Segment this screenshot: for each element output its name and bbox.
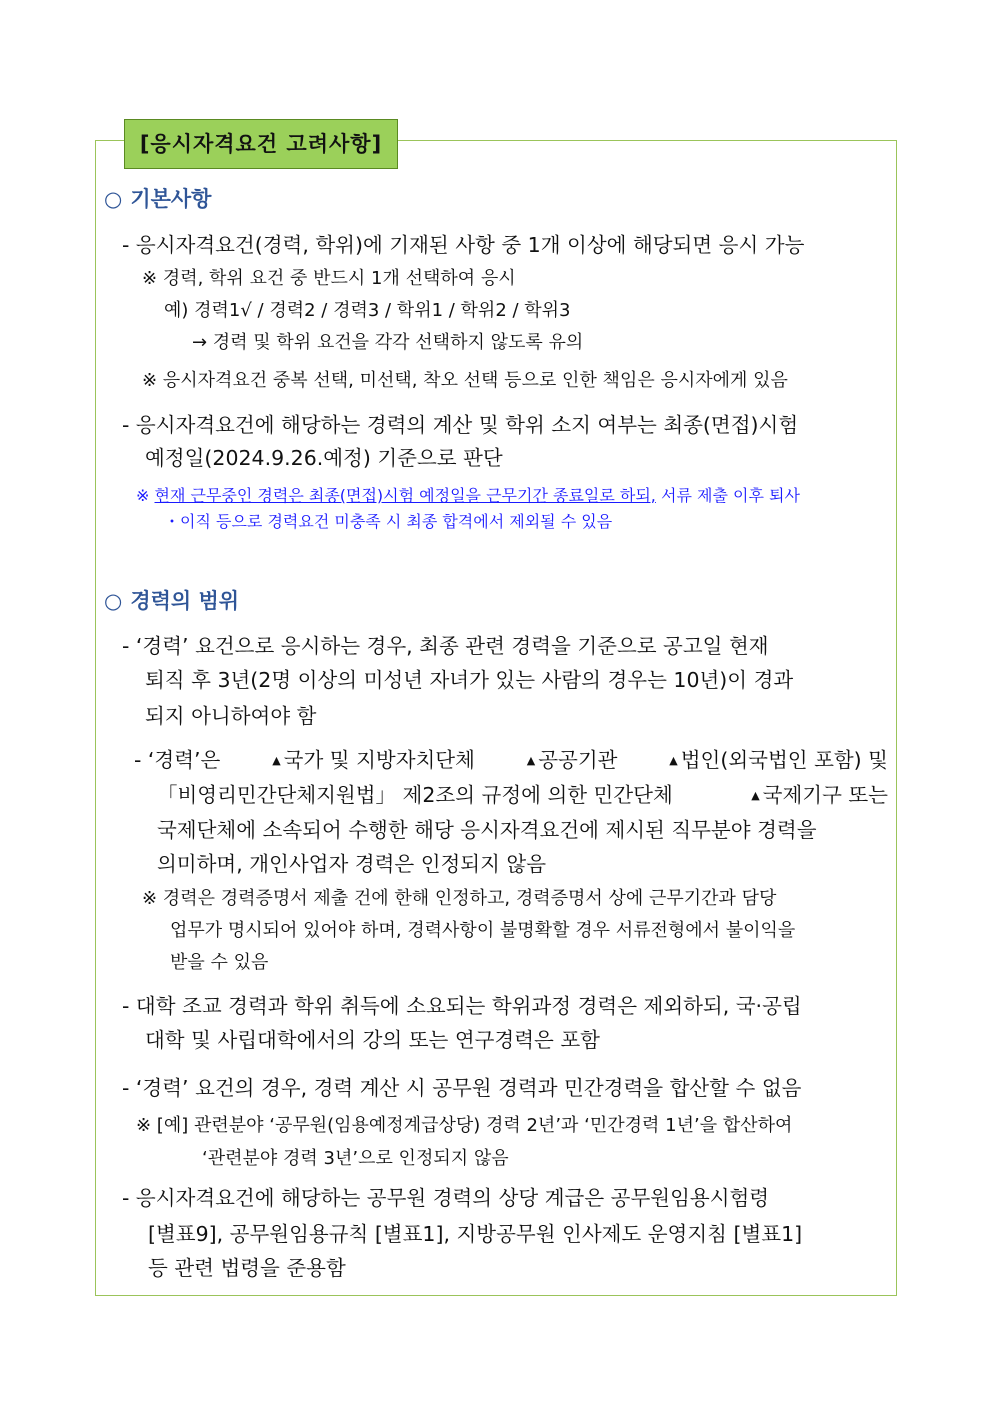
blue-note-line2: ・이직 등으로 경력요건 미충족 시 최종 합격에서 제외될 수 있음 [164, 512, 613, 531]
scope-p5-line2: [별표9], 공무원임용규칙 [별표1], 지방공무원 인사제도 운영지침 [별표1] [148, 1222, 803, 1246]
scope-p1-line3: 되지 아니하여야 함 [145, 704, 317, 728]
scope-p2-line3: 국제단체에 소속되어 수행한 해당 응시자격요건에 제시된 직무분야 경력을 [157, 818, 817, 842]
blue-note-line1: ※ 현재 근무중인 경력은 최종(면접)시험 예정일을 근무기간 종료일로 하되, 서류 제출 이후 퇴사 [136, 486, 800, 505]
scope-p2-line4: 의미하며, 개인사업자 경력은 인정되지 않음 [157, 852, 547, 876]
scope-p3-line1: - 대학 조교 경력과 학위 취득에 소요되는 학위과정 경력은 제외하되, 국·공립 [122, 994, 802, 1018]
triangle-icon: ▲ [751, 789, 760, 802]
basic-bullet-2-line1: - 응시자격요건에 해당하는 경력의 계산 및 학위 소지 여부는 최종(면접)시험 [122, 413, 799, 437]
scope-note-2-line1: ※ [예] 관련분야 ‘공무원(임용예정계급상당) 경력 2년’과 ‘민간경력 1년’을 합산하여 [136, 1115, 793, 1136]
scope-note-1-line3: 받을 수 있음 [170, 952, 269, 973]
scope-p2-line2: 「비영리민간단체지원법」 제2조의 규정에 의한 민간단체 ▲ 국제기구 또는 [157, 783, 888, 807]
scope-p4: - ‘경력’ 요건의 경우, 경력 계산 시 공무원 경력과 민간경력을 합산할 수 없음 [122, 1076, 802, 1100]
circle-bullet-icon: ○ [104, 187, 123, 211]
scope-note-1-line2: 업무가 명시되어 있어야 하며, 경력사항이 불명확할 경우 서류전형에서 불이익을 [170, 920, 796, 941]
scope-p1-line2: 퇴직 후 3년(2명 이상의 미성년 자녀가 있는 사람의 경우는 10년)이 경과 [145, 668, 794, 692]
page-title: [응시자격요건 고려사항] [124, 119, 398, 169]
basic-bullet-2-line2: 예정일(2024.9.26.예정) 기준으로 판단 [145, 446, 503, 470]
scope-note-1-line1: ※ 경력은 경력증명서 제출 건에 한해 인정하고, 경력증명서 상에 근무기간과 담당 [142, 888, 777, 909]
triangle-icon: ▲ [669, 754, 678, 767]
scope-p2-line1: - ‘경력’은 ▲ 국가 및 지방자치단체 ▲ 공공기관 ▲ 법인(외국법인 포함) 및 [134, 748, 888, 772]
scope-p5-line3: 등 관련 법령을 준용함 [148, 1256, 346, 1280]
section-heading-basic: ○ 기본사항 [104, 187, 212, 211]
scope-note-2-line2: ‘관련분야 경력 3년’으로 인정되지 않음 [202, 1148, 509, 1169]
triangle-icon: ▲ [272, 754, 281, 767]
section-heading-career-scope: ○ 경력의 범위 [104, 589, 240, 613]
triangle-icon: ▲ [526, 754, 536, 767]
basic-note-1: ※ 경력, 학위 요건 중 반드시 1개 선택하여 응시 [142, 268, 516, 289]
basic-example: 예) 경력1√ / 경력2 / 경력3 / 학위1 / 학위2 / 학위3 [164, 300, 571, 321]
scope-p3-line2: 대학 및 사립대학에서의 강의 또는 연구경력은 포함 [145, 1028, 600, 1052]
scope-p5-line1: - 응시자격요건에 해당하는 공무원 경력의 상당 계급은 공무원임용시험령 [122, 1186, 770, 1210]
basic-note-2: ※ 응시자격요건 중복 선택, 미선택, 착오 선택 등으로 인한 책임은 응시자에게 있음 [142, 370, 788, 391]
circle-bullet-icon: ○ [104, 589, 123, 613]
basic-arrow-note: → 경력 및 학위 요건을 각각 선택하지 않도록 유의 [192, 332, 584, 353]
basic-bullet-1: - 응시자격요건(경력, 학위)에 기재된 사항 중 1개 이상에 해당되면 응시 가능 [122, 233, 805, 257]
scope-p1-line1: - ‘경력’ 요건으로 응시하는 경우, 최종 관련 경력을 기준으로 공고일 현재 [122, 634, 769, 658]
